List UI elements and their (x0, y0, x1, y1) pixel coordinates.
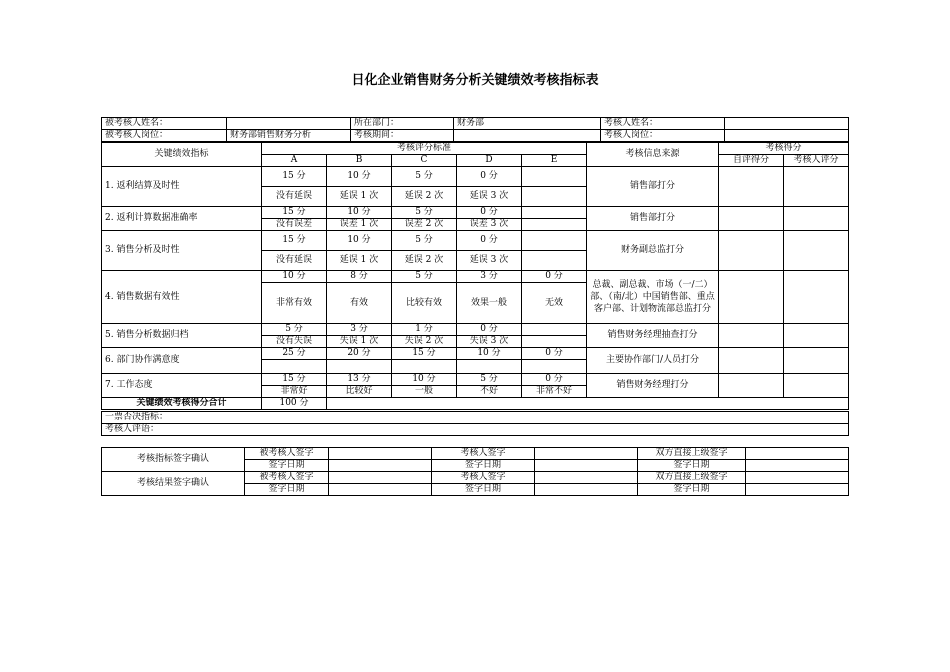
page-title: 日化企业销售财务分析关键绩效考核指标表 (351, 73, 599, 88)
reviewer-sign-field[interactable] (535, 448, 638, 460)
sign-date-field[interactable] (746, 484, 849, 496)
table-row (102, 374, 849, 386)
table-row (102, 271, 849, 283)
self-score-input[interactable] (719, 231, 784, 271)
score-header: 考核得分 (719, 143, 849, 155)
grade-e-header: E (522, 155, 587, 167)
supervisor-sign-label: 双方直接上级签字 (638, 448, 746, 460)
score-cell: 3 分 (327, 324, 392, 336)
score-cell: 13 分 (327, 374, 392, 386)
table-row (102, 231, 849, 251)
score-cell: 5 分 (392, 231, 457, 251)
level-cell: 一般 (392, 386, 457, 398)
level-cell: 比较有效 (392, 283, 457, 324)
reviewer-score-header: 考核人评分 (784, 155, 849, 167)
source-header: 考核信息来源 (587, 143, 719, 167)
level-cell (327, 360, 392, 374)
score-cell: 5 分 (392, 207, 457, 219)
criteria-header: 考核评分标准 (262, 143, 587, 155)
reviewer-position-value[interactable] (725, 130, 849, 142)
supervisor-sign-field[interactable] (746, 472, 849, 484)
grade-a-header: A (262, 155, 327, 167)
level-cell: 失误 1 次 (327, 336, 392, 348)
level-cell: 效果一般 (457, 283, 522, 324)
total-value: 100 分 (262, 398, 327, 410)
level-cell: 有效 (327, 283, 392, 324)
score-cell: 0 分 (522, 374, 587, 386)
level-cell (457, 360, 522, 374)
self-score-input[interactable] (719, 374, 784, 398)
self-score-header: 自评得分 (719, 155, 784, 167)
score-cell: 15 分 (392, 348, 457, 360)
info-row (102, 130, 849, 142)
score-cell: 15 分 (262, 374, 327, 386)
reviewer-sign-field[interactable] (535, 472, 638, 484)
indicator-header: 关键绩效指标 (102, 143, 262, 167)
level-cell: 没有误差 (262, 219, 327, 231)
score-cell (522, 324, 587, 336)
period-label: 考核期间： (351, 130, 454, 142)
score-cell: 0 分 (522, 348, 587, 360)
score-cell: 8 分 (327, 271, 392, 283)
score-cell: 10 分 (392, 374, 457, 386)
table-row (102, 348, 849, 360)
source-cell: 财务副总监打分 (587, 231, 719, 271)
reviewer-sign-label: 考核人签字 (432, 472, 535, 484)
evaluee-position-value[interactable]: 财务部销售财务分析 (227, 130, 351, 142)
comment-row (102, 424, 849, 436)
level-cell: 延误 2 次 (392, 187, 457, 207)
level-cell: 延误 1 次 (327, 251, 392, 271)
score-cell: 5 分 (262, 324, 327, 336)
level-cell: 非常好 (262, 386, 327, 398)
header-row (102, 143, 849, 155)
indicator-name: 7. 工作态度 (102, 374, 262, 398)
evaluee-name-label: 被考核人姓名： (102, 118, 227, 130)
level-cell (522, 360, 587, 374)
source-cell: 销售部打分 (587, 167, 719, 207)
level-cell: 不好 (457, 386, 522, 398)
reviewer-name-value[interactable] (725, 118, 849, 130)
evaluee-sign-label: 被考核人签字 (245, 448, 329, 460)
score-cell: 5 分 (457, 374, 522, 386)
score-cell: 10 分 (327, 207, 392, 219)
level-cell: 无效 (522, 283, 587, 324)
grade-b-header: B (327, 155, 392, 167)
sign-date-field[interactable] (535, 460, 638, 472)
level-cell: 失误 2 次 (392, 336, 457, 348)
evaluee-sign-field[interactable] (329, 472, 432, 484)
sign-date-field[interactable] (329, 484, 432, 496)
level-cell: 没有延误 (262, 251, 327, 271)
score-cell (522, 207, 587, 219)
sign-date-field[interactable] (746, 460, 849, 472)
level-cell (522, 219, 587, 231)
signoff-label: 考核指标签字确认 (102, 448, 245, 472)
self-score-input[interactable] (719, 324, 784, 348)
sign-date-label: 签字日期 (432, 460, 535, 472)
sign-date-label: 签字日期 (245, 484, 329, 496)
signoff-table (101, 447, 849, 496)
score-cell: 1 分 (392, 324, 457, 336)
level-cell: 延误 3 次 (457, 187, 522, 207)
sign-date-field[interactable] (535, 484, 638, 496)
department-label: 所在部门： (351, 118, 454, 130)
sign-date-label: 签字日期 (245, 460, 329, 472)
reviewer-score-input[interactable] (784, 231, 849, 271)
level-cell: 延误 1 次 (327, 187, 392, 207)
table-row (102, 207, 849, 219)
reviewer-score-input[interactable] (784, 348, 849, 374)
score-cell: 3 分 (457, 271, 522, 283)
level-cell: 失误 3 次 (457, 336, 522, 348)
score-cell: 10 分 (262, 271, 327, 283)
grade-c-header: C (392, 155, 457, 167)
indicator-name: 6. 部门协作满意度 (102, 348, 262, 374)
signoff-row (102, 448, 849, 460)
level-cell (522, 336, 587, 348)
reviewer-name-label: 考核人姓名： (601, 118, 725, 130)
sign-date-label: 签字日期 (638, 484, 746, 496)
self-score-input[interactable] (719, 348, 784, 374)
indicator-name: 1. 返利结算及时性 (102, 167, 262, 207)
info-row (102, 118, 849, 130)
supervisor-sign-field[interactable] (746, 448, 849, 460)
total-blank (327, 398, 849, 410)
level-cell: 延误 2 次 (392, 251, 457, 271)
level-cell: 误差 3 次 (457, 219, 522, 231)
score-cell: 0 分 (457, 207, 522, 219)
sign-date-label: 签字日期 (638, 460, 746, 472)
score-cell: 10 分 (457, 348, 522, 360)
remarks-table (101, 411, 849, 436)
department-value[interactable]: 财务部 (454, 118, 601, 130)
sign-date-label: 签字日期 (432, 484, 535, 496)
level-cell (522, 187, 587, 207)
score-cell: 5 分 (392, 271, 457, 283)
level-cell: 没有失误 (262, 336, 327, 348)
source-cell: 销售财务经理抽查打分 (587, 324, 719, 348)
reviewer-score-input[interactable] (784, 207, 849, 231)
score-cell (522, 231, 587, 251)
indicator-name: 2. 返利计算数据准确率 (102, 207, 262, 231)
source-cell: 销售财务经理打分 (587, 374, 719, 398)
score-cell: 15 分 (262, 207, 327, 219)
self-score-input[interactable] (719, 167, 784, 207)
table-row (102, 324, 849, 336)
score-cell: 0 分 (457, 167, 522, 187)
signoff-label: 考核结果签字确认 (102, 472, 245, 496)
self-score-input[interactable] (719, 207, 784, 231)
level-cell: 误差 2 次 (392, 219, 457, 231)
level-cell (522, 251, 587, 271)
score-cell: 25 分 (262, 348, 327, 360)
sign-date-field[interactable] (329, 460, 432, 472)
table-row (102, 167, 849, 187)
level-cell (262, 360, 327, 374)
level-cell: 非常不好 (522, 386, 587, 398)
comment-label: 考核人评语： (102, 424, 849, 436)
source-cell: 主要协作部门/人员打分 (587, 348, 719, 374)
score-cell: 5 分 (392, 167, 457, 187)
score-cell: 15 分 (262, 231, 327, 251)
info-table (101, 117, 849, 142)
kpi-table (101, 142, 849, 410)
signoff-row (102, 472, 849, 484)
level-cell: 比较好 (327, 386, 392, 398)
score-cell: 0 分 (457, 231, 522, 251)
level-cell: 误差 1 次 (327, 219, 392, 231)
grade-d-header: D (457, 155, 522, 167)
score-cell: 20 分 (327, 348, 392, 360)
evaluee-sign-label: 被考核人签字 (245, 472, 329, 484)
veto-row (102, 412, 849, 424)
reviewer-score-input[interactable] (784, 167, 849, 207)
score-cell: 10 分 (327, 167, 392, 187)
evaluee-name-value[interactable] (227, 118, 351, 130)
reviewer-position-label: 考核人岗位： (601, 130, 725, 142)
level-cell: 非常有效 (262, 283, 327, 324)
total-row (102, 398, 849, 410)
period-value[interactable] (454, 130, 601, 142)
level-cell: 延误 3 次 (457, 251, 522, 271)
score-cell (522, 167, 587, 187)
self-score-input[interactable] (719, 271, 784, 324)
reviewer-score-input[interactable] (784, 324, 849, 348)
total-label: 关键绩效考核得分合计 (102, 398, 262, 410)
reviewer-score-input[interactable] (784, 374, 849, 398)
evaluee-sign-field[interactable] (329, 448, 432, 460)
score-cell: 10 分 (327, 231, 392, 251)
reviewer-sign-label: 考核人签字 (432, 448, 535, 460)
indicator-name: 5. 销售分析数据归档 (102, 324, 262, 348)
level-cell (392, 360, 457, 374)
score-cell: 15 分 (262, 167, 327, 187)
score-cell: 0 分 (457, 324, 522, 336)
source-cell: 总裁、副总裁、市场（一/二）部、（南/北）中国销售部、重点客户部、计划物流部总监打分 (587, 271, 719, 324)
indicator-name: 3. 销售分析及时性 (102, 231, 262, 271)
evaluee-position-label: 被考核人岗位： (102, 130, 227, 142)
supervisor-sign-label: 双方直接上级签字 (638, 472, 746, 484)
score-cell: 0 分 (522, 271, 587, 283)
source-cell: 销售部打分 (587, 207, 719, 231)
veto-label: 一票否决指标： (102, 412, 849, 424)
level-cell: 没有延误 (262, 187, 327, 207)
reviewer-score-input[interactable] (784, 271, 849, 324)
indicator-name: 4. 销售数据有效性 (102, 271, 262, 324)
